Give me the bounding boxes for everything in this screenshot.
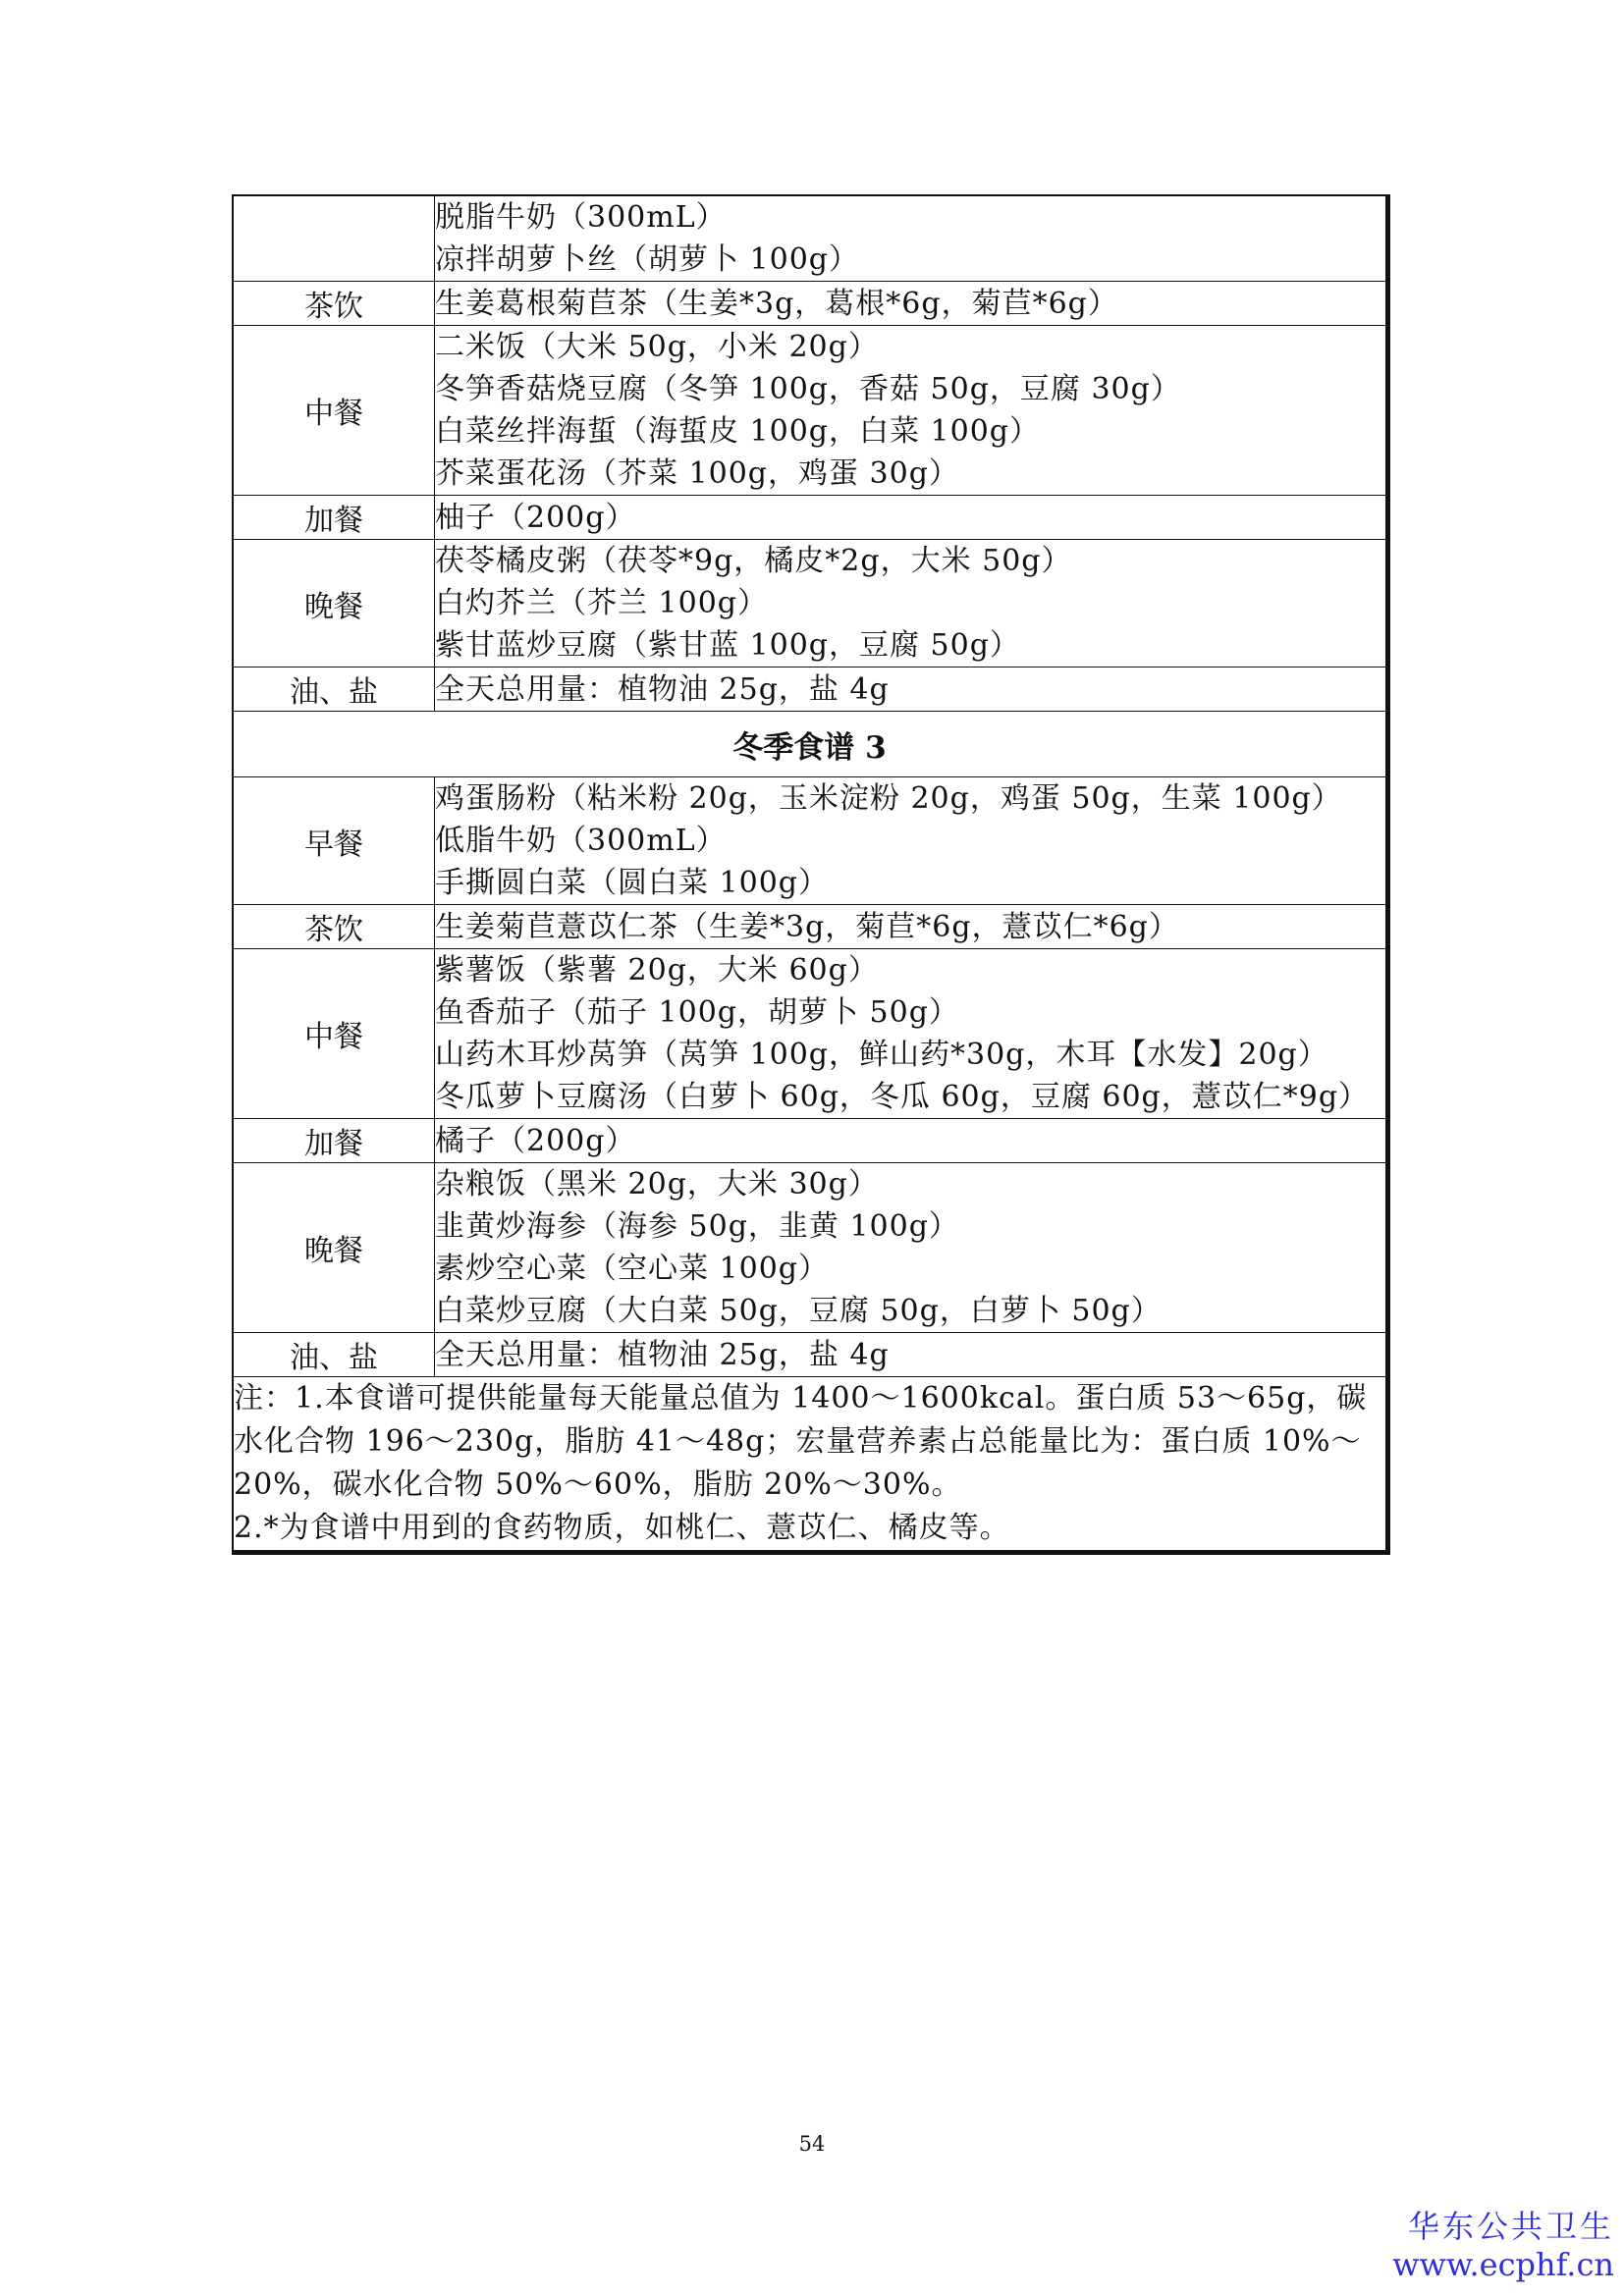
- meal-label: 油、盐: [233, 1333, 435, 1377]
- watermark-name: 华东公共卫生: [1407, 2208, 1614, 2245]
- dish-item: 全天总用量：植物油 25g，盐 4g: [435, 671, 890, 707]
- note-line: 2.*为食谱中用到的食药物质，如桃仁、薏苡仁、橘皮等。: [234, 1511, 1010, 1545]
- dish-item: 冬瓜萝卜豆腐汤（白萝卜 60g，冬瓜 60g，豆腐 60g，薏苡仁*9g）: [435, 1080, 1370, 1114]
- dish-item: 手撕圆白菜（圆白菜 100g）: [435, 866, 830, 900]
- recipe-table: [232, 194, 1390, 1555]
- dish-item: 全天总用量：植物油 25g，盐 4g: [435, 1337, 890, 1372]
- note-line: 水化合物 196～230g，脂肪 41～48g；宏量营养素占总能量比为：蛋白质 10%～: [234, 1424, 1362, 1459]
- meal-row: [233, 326, 1388, 496]
- dish-item: 紫薯饭（紫薯 20g，大米 60g）: [435, 953, 879, 988]
- dish-item: 生姜葛根菊苣茶（生姜*3g，葛根*6g，菊苣*6g）: [435, 286, 1118, 321]
- meal-label: 加餐: [233, 496, 435, 540]
- dish-item: 韭黄炒海参（海参 50g，韭黄 100g）: [435, 1209, 959, 1244]
- meal-row: [233, 282, 1388, 326]
- meal-row: [233, 496, 1388, 540]
- meal-row: [233, 949, 1388, 1119]
- dish-item: 凉拌胡萝卜丝（胡萝卜 100g）: [435, 242, 860, 277]
- meal-label: 中餐: [233, 326, 435, 496]
- watermark-url: www.ecphf.cn: [1392, 2246, 1614, 2283]
- dish-cell: [435, 1119, 1388, 1163]
- dish-item: 茯苓橘皮粥（茯苓*9g，橘皮*2g，大米 50g）: [435, 544, 1072, 578]
- section-title: 冬季食谱 3: [233, 712, 1388, 777]
- meal-label: [233, 195, 435, 282]
- dish-item: 二米饭（大米 50g，小米 20g）: [435, 330, 879, 364]
- dish-cell: [435, 949, 1388, 1119]
- meal-label: 早餐: [233, 777, 435, 905]
- meal-row: [233, 1163, 1388, 1333]
- dish-cell: [435, 667, 1388, 712]
- meal-row: [233, 540, 1388, 667]
- meal-row: [233, 1333, 1388, 1377]
- section-header-row: [233, 712, 1388, 777]
- dish-item: 白灼芥兰（芥兰 100g）: [435, 586, 769, 620]
- dish-cell: [435, 282, 1388, 326]
- dish-item: 低脂牛奶（300mL）: [435, 824, 727, 858]
- meal-label: 油、盐: [233, 667, 435, 712]
- meal-label: 茶饮: [233, 282, 435, 326]
- dish-item: 鱼香茄子（茄子 100g，胡萝卜 50g）: [435, 995, 959, 1030]
- dish-item: 生姜菊苣薏苡仁茶（生姜*3g，菊苣*6g，薏苡仁*6g）: [435, 909, 1179, 944]
- meal-label: 中餐: [233, 949, 435, 1119]
- dish-item: 橘子（200g）: [435, 1123, 636, 1158]
- dish-item: 柚子（200g）: [435, 500, 636, 535]
- dish-item: 冬笋香菇烧豆腐（冬笋 100g，香菇 50g，豆腐 30g）: [435, 372, 1181, 406]
- dish-item: 脱脂牛奶（300mL）: [435, 200, 727, 235]
- meal-row: [233, 1119, 1388, 1163]
- meal-row: [233, 777, 1388, 905]
- dish-item: 鸡蛋肠粉（粘米粉 20g，玉米淀粉 20g，鸡蛋 50g，生菜 100g）: [435, 781, 1342, 816]
- dish-cell: [435, 777, 1388, 905]
- page-number: 54: [798, 2132, 826, 2156]
- meal-row: [233, 905, 1388, 949]
- dish-cell: [435, 195, 1388, 282]
- meal-row: [233, 195, 1388, 282]
- meal-label: 茶饮: [233, 905, 435, 949]
- meal-label: 晚餐: [233, 540, 435, 667]
- dish-item: 紫甘蓝炒豆腐（紫甘蓝 100g，豆腐 50g）: [435, 628, 1020, 663]
- dish-cell: [435, 1163, 1388, 1333]
- dish-item: 芥菜蛋花汤（芥菜 100g，鸡蛋 30g）: [435, 456, 959, 491]
- meal-label: 晚餐: [233, 1163, 435, 1333]
- dish-cell: [435, 326, 1388, 496]
- dish-item: 白菜丝拌海蜇（海蜇皮 100g，白菜 100g）: [435, 414, 1041, 449]
- note-row: [233, 1377, 1388, 1553]
- dish-item: 山药木耳炒莴笋（莴笋 100g，鲜山药*30g，木耳【水发】20g）: [435, 1038, 1328, 1072]
- note-line: 20%，碳水化合物 50%～60%，脂肪 20%～30%。: [234, 1468, 962, 1502]
- dish-cell: [435, 496, 1388, 540]
- dish-cell: [435, 540, 1388, 667]
- recipe-table-body: [233, 195, 1388, 1553]
- dish-item: 白菜炒豆腐（大白菜 50g，豆腐 50g，白萝卜 50g）: [435, 1294, 1162, 1328]
- note-line: 注：1.本食谱可提供能量每天能量总值为 1400～1600kcal。蛋白质 53～65g，碳: [234, 1381, 1368, 1415]
- meal-label: 加餐: [233, 1119, 435, 1163]
- dish-cell: [435, 905, 1388, 949]
- dish-item: 素炒空心菜（空心菜 100g）: [435, 1252, 830, 1286]
- note-cell: [233, 1377, 1388, 1553]
- meal-row: [233, 667, 1388, 712]
- dish-item: 杂粮饭（黑米 20g，大米 30g）: [435, 1167, 879, 1201]
- dish-cell: [435, 1333, 1388, 1377]
